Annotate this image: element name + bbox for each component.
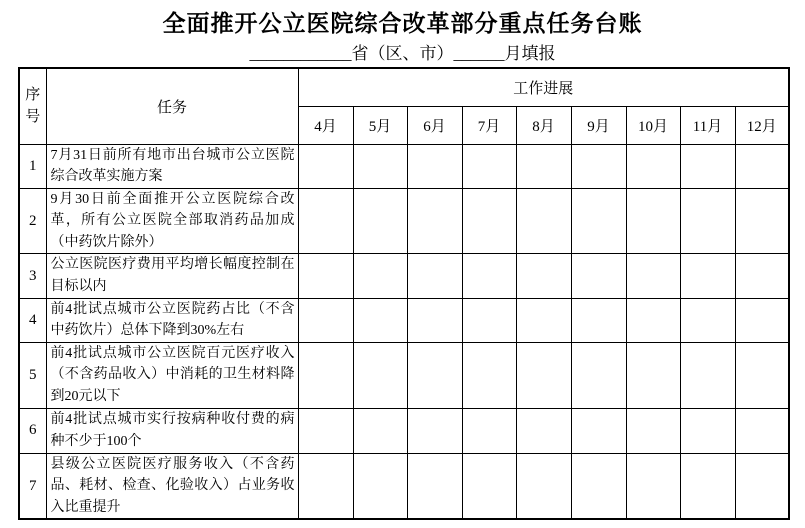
row-number: 4 — [19, 298, 46, 342]
document-title: 全面推开公立医院综合改革部分重点任务台账 — [162, 11, 643, 36]
header-month-8: 8月 — [516, 106, 571, 144]
progress-cell — [571, 254, 626, 298]
progress-cell — [516, 453, 571, 519]
progress-cell — [735, 298, 789, 342]
row-number: 1 — [19, 144, 46, 188]
progress-cell — [735, 254, 789, 298]
progress-cell — [462, 298, 516, 342]
progress-cell — [680, 144, 735, 188]
progress-cell — [353, 342, 407, 408]
header-month-7: 7月 — [462, 106, 516, 144]
header-month-11: 11月 — [680, 106, 735, 144]
progress-cell — [571, 144, 626, 188]
progress-cell — [353, 254, 407, 298]
progress-cell — [407, 453, 462, 519]
progress-cell — [407, 254, 462, 298]
document-page — [0, 9, 805, 528]
progress-cell — [626, 188, 680, 254]
progress-cell — [516, 188, 571, 254]
progress-cell — [735, 144, 789, 188]
progress-cell — [571, 188, 626, 254]
task-description: 前4批试点城市公立医院百元医疗收入（不含药品收入）中消耗的卫生材料降到20元以下 — [46, 342, 298, 408]
row-number: 2 — [19, 188, 46, 254]
header-month-10: 10月 — [626, 106, 680, 144]
task-description: 9月30日前全面推开公立医院综合改革，所有公立医院全部取消药品加成（中药饮片除外） — [46, 188, 298, 254]
table-row — [19, 188, 789, 254]
task-description: 县级公立医院医疗服务收入（不含药品、耗材、检查、化验收入）占业务收入比重提升 — [46, 453, 298, 519]
progress-cell — [626, 298, 680, 342]
header-month-4: 4月 — [298, 106, 353, 144]
task-ledger-table — [18, 67, 790, 520]
progress-cell — [626, 342, 680, 408]
progress-cell — [462, 408, 516, 453]
progress-cell — [407, 144, 462, 188]
progress-cell — [680, 408, 735, 453]
row-number: 6 — [19, 408, 46, 453]
progress-cell — [462, 144, 516, 188]
progress-cell — [516, 298, 571, 342]
table-row — [19, 298, 789, 342]
progress-cell — [516, 342, 571, 408]
task-description: 7月31日前所有地市出台城市公立医院综合改革实施方案 — [46, 144, 298, 188]
progress-cell — [298, 342, 353, 408]
progress-cell — [353, 408, 407, 453]
header-month-5: 5月 — [353, 106, 407, 144]
progress-cell — [462, 453, 516, 519]
progress-cell — [462, 254, 516, 298]
progress-cell — [462, 342, 516, 408]
header-serial-number: 序号 — [19, 68, 46, 144]
progress-cell — [462, 188, 516, 254]
progress-cell — [516, 144, 571, 188]
progress-cell — [298, 408, 353, 453]
progress-cell — [735, 188, 789, 254]
progress-cell — [680, 342, 735, 408]
document-subtitle: ____________省（区、市）______月填报 — [249, 44, 556, 63]
progress-cell — [407, 298, 462, 342]
progress-cell — [298, 298, 353, 342]
row-number: 5 — [19, 342, 46, 408]
progress-cell — [298, 453, 353, 519]
progress-cell — [626, 408, 680, 453]
task-description: 前4批试点城市公立医院药占比（不含中药饮片）总体下降到30%左右 — [46, 298, 298, 342]
progress-cell — [516, 254, 571, 298]
progress-cell — [571, 298, 626, 342]
progress-cell — [626, 144, 680, 188]
task-description: 公立医院医疗费用平均增长幅度控制在目标以内 — [46, 254, 298, 298]
progress-cell — [298, 144, 353, 188]
progress-cell — [735, 408, 789, 453]
header-task: 任务 — [46, 68, 298, 144]
progress-cell — [407, 188, 462, 254]
table-row — [19, 144, 789, 188]
progress-cell — [407, 342, 462, 408]
progress-cell — [626, 254, 680, 298]
task-description: 前4批试点城市实行按病种收付费的病种不少于100个 — [46, 408, 298, 453]
progress-cell — [353, 453, 407, 519]
progress-cell — [353, 144, 407, 188]
table-row — [19, 254, 789, 298]
progress-cell — [735, 453, 789, 519]
progress-cell — [680, 298, 735, 342]
row-number: 7 — [19, 453, 46, 519]
header-month-6: 6月 — [407, 106, 462, 144]
progress-cell — [353, 298, 407, 342]
progress-cell — [516, 408, 571, 453]
table-row — [19, 342, 789, 408]
progress-cell — [571, 342, 626, 408]
progress-cell — [298, 254, 353, 298]
header-work-progress: 工作进展 — [298, 68, 789, 106]
progress-cell — [571, 453, 626, 519]
progress-cell — [571, 408, 626, 453]
progress-cell — [735, 342, 789, 408]
header-month-9: 9月 — [571, 106, 626, 144]
progress-cell — [680, 453, 735, 519]
header-month-12: 12月 — [735, 106, 789, 144]
progress-cell — [407, 408, 462, 453]
progress-cell — [680, 254, 735, 298]
progress-cell — [353, 188, 407, 254]
row-number: 3 — [19, 254, 46, 298]
progress-cell — [298, 188, 353, 254]
progress-cell — [680, 188, 735, 254]
table-row — [19, 453, 789, 519]
progress-cell — [626, 453, 680, 519]
table-row — [19, 408, 789, 453]
